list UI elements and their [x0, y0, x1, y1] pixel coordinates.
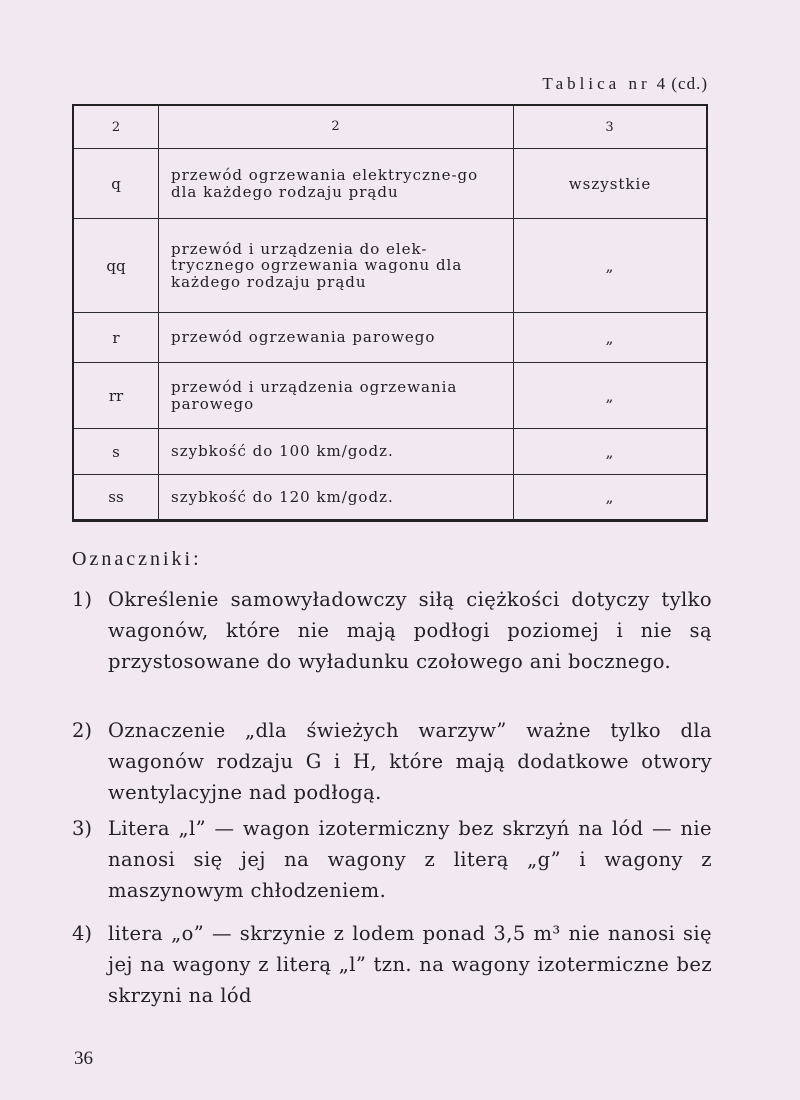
note-number: 3) [72, 817, 93, 840]
row-description: przewód ogrzewania elektryczne-go dla każdego rodzaju prądu [159, 149, 514, 219]
row-description: przewód ogrzewania parowego [159, 313, 514, 363]
row-description: przewód i urządzenia do elek-trycznego ogrzewania wagonu dla każdego rodzaju prądu [159, 219, 514, 313]
row-applies: wszystkie [514, 149, 708, 219]
table-caption [542, 74, 708, 94]
note-item [72, 813, 712, 906]
note-number: 2) [72, 719, 93, 742]
note-item [72, 715, 712, 808]
table-header-row [73, 105, 707, 149]
header-col-1: 2 [73, 105, 159, 149]
note-number: 1) [72, 588, 93, 611]
row-code: r [73, 313, 159, 363]
page-number: 36 [74, 1048, 93, 1069]
designation-table [72, 104, 708, 522]
row-code: ss [73, 475, 159, 521]
row-description: szybkość do 120 km/godz. [159, 475, 514, 521]
table-row [73, 429, 707, 475]
table-row [73, 313, 707, 363]
row-code: s [73, 429, 159, 475]
note-text: Określenie samowyładowczy siłą ciężkości dotyczy tylko wagonów, które nie mają podłogi poziomej i nie są przystosowane do wyładunku czołowego ani bocznego. [108, 588, 712, 673]
row-applies: „ [514, 313, 708, 363]
row-code: qq [73, 219, 159, 313]
row-description: szybkość do 100 km/godz. [159, 429, 514, 475]
note-item [72, 584, 712, 677]
table-row [73, 219, 707, 313]
row-code: rr [73, 363, 159, 429]
row-applies: „ [514, 429, 708, 475]
header-col-3: 3 [514, 105, 708, 149]
note-number: 4) [72, 922, 93, 945]
row-applies: „ [514, 363, 708, 429]
note-text: Oznaczenie „dla świeżych warzyw” ważne tylko dla wagonów rodzaju G i H, które mają dodatkowe otwory wentylacyjne nad podłogą. [108, 719, 712, 804]
note-text: Litera „l” — wagon izotermiczny bez skrzyń na lód — nie nanosi się jej na wagony z literą „g” i wagony z maszynowym chłodzeniem. [108, 817, 712, 902]
row-code: q [73, 149, 159, 219]
table-row [73, 475, 707, 521]
header-col-2: 2 [159, 105, 514, 149]
row-applies: „ [514, 219, 708, 313]
table-row [73, 149, 707, 219]
row-description: przewód i urządzenia ogrzewania parowego [159, 363, 514, 429]
note-item [72, 918, 712, 1011]
note-text: litera „o” — skrzynie z lodem ponad 3,5 m³ nie nanosi się jej na wagony z literą „l” tzn. na wagony izotermiczne bez skrzyni na lód [108, 922, 712, 1007]
table-caption-number: 4 (cd.) [656, 74, 708, 93]
row-applies: „ [514, 475, 708, 521]
notes-title: Oznaczniki: [72, 548, 202, 570]
table-row [73, 363, 707, 429]
table-caption-text: Tablica nr [542, 74, 651, 93]
